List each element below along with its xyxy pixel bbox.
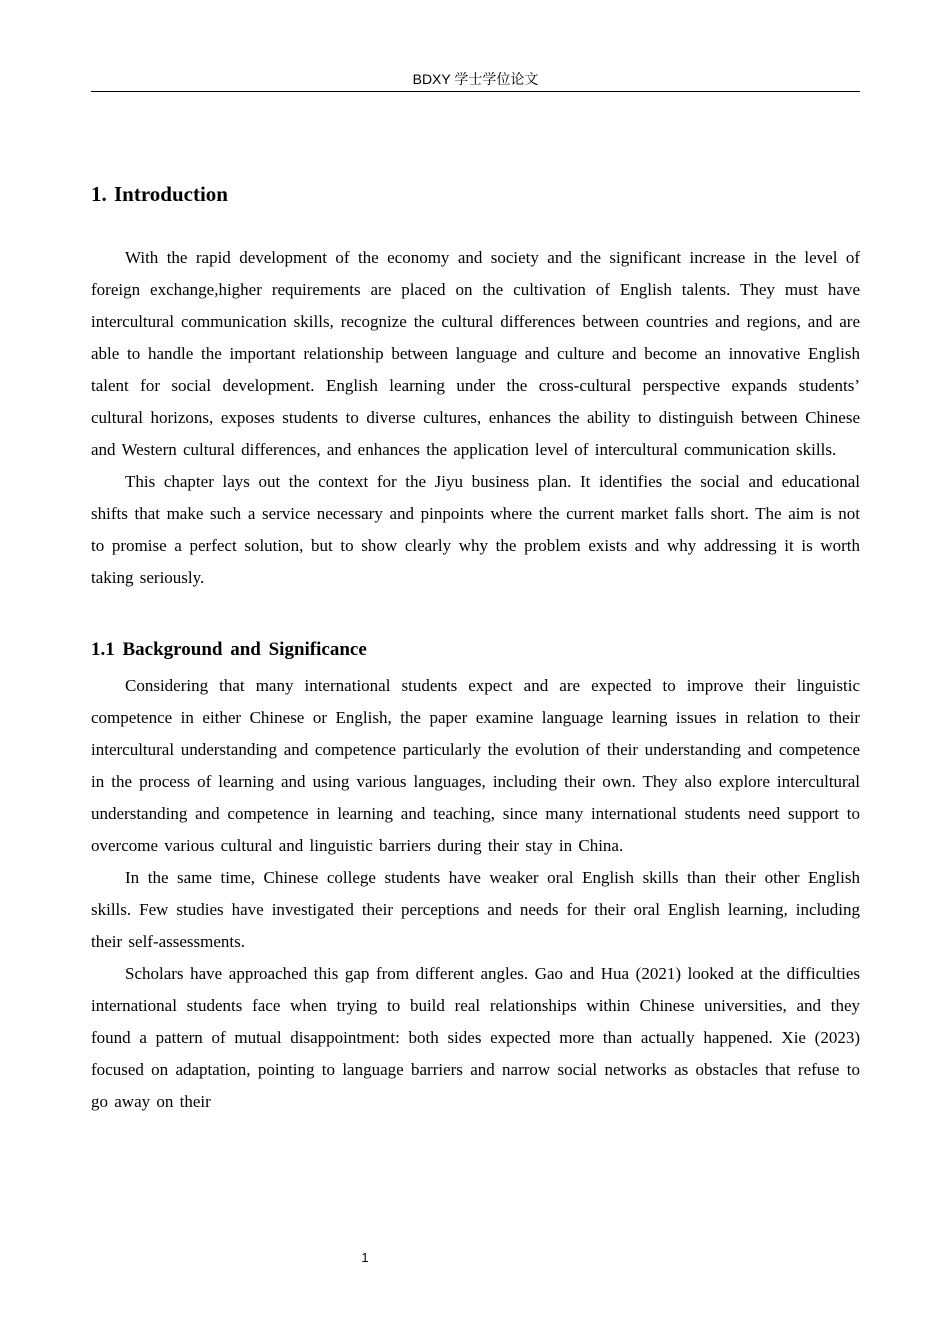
section-heading-introduction: 1. Introduction	[91, 182, 228, 206]
running-header: BDXY 学士学位论文	[412, 71, 539, 87]
body-paragraph: Scholars have approached this gap from different angles. Gao and Hua (2021) looked at the difficulties international students face when trying to build real relationships within Chinese universities, and they found a pattern of mutual disappointment: both sides expected more than actually happened. Xie (2023) focused on adaptation, pointing to language barriers and narrow social networks as obstacles that refuse to go away on their	[91, 964, 860, 1111]
header-divider	[91, 91, 860, 92]
page-number: 1	[361, 1250, 369, 1265]
body-paragraph: This chapter lays out the context for the Jiyu business plan. It identifies the social and educational shifts that make such a service necessary and pinpoints where the current market falls short. The aim is not to promise a perfect solution, but to show clearly why the problem exists and why addressing it is worth taking seriously.	[91, 472, 860, 587]
body-paragraph: In the same time, Chinese college students have weaker oral English skills than their other English skills. Few studies have investigated their perceptions and needs for their oral English learning, including their self-assessments.	[91, 868, 860, 951]
page-body	[91, 176, 860, 1118]
body-paragraph: With the rapid development of the economy and society and the significant increase in the level of foreign exchange,higher requirements are placed on the cultivation of English talents. They must have intercultural communication skills, recognize the cultural differences between countries and regions, and are able to handle the important relationship between language and culture and become an innovative English talent for social development. English learning under the cross-cultural perspective expands students’ cultural horizons, exposes students to diverse cultures, enhances the ability to distinguish between Chinese and Western cultural differences, and enhances the application level of intercultural communication skills.	[91, 248, 860, 459]
subsection-heading-background: 1.1 Background and Significance	[91, 639, 367, 660]
body-paragraph: Considering that many international students expect and are expected to improve their linguistic competence in either Chinese or English, the paper examine language learning issues in relation to their intercultural understanding and competence particularly the evolution of their understanding and competence in the process of learning and using various languages, including their own. They also explore intercultural understanding and competence in learning and teaching, since many international students need support to overcome various cultural and linguistic barriers during their stay in China.	[91, 676, 860, 855]
